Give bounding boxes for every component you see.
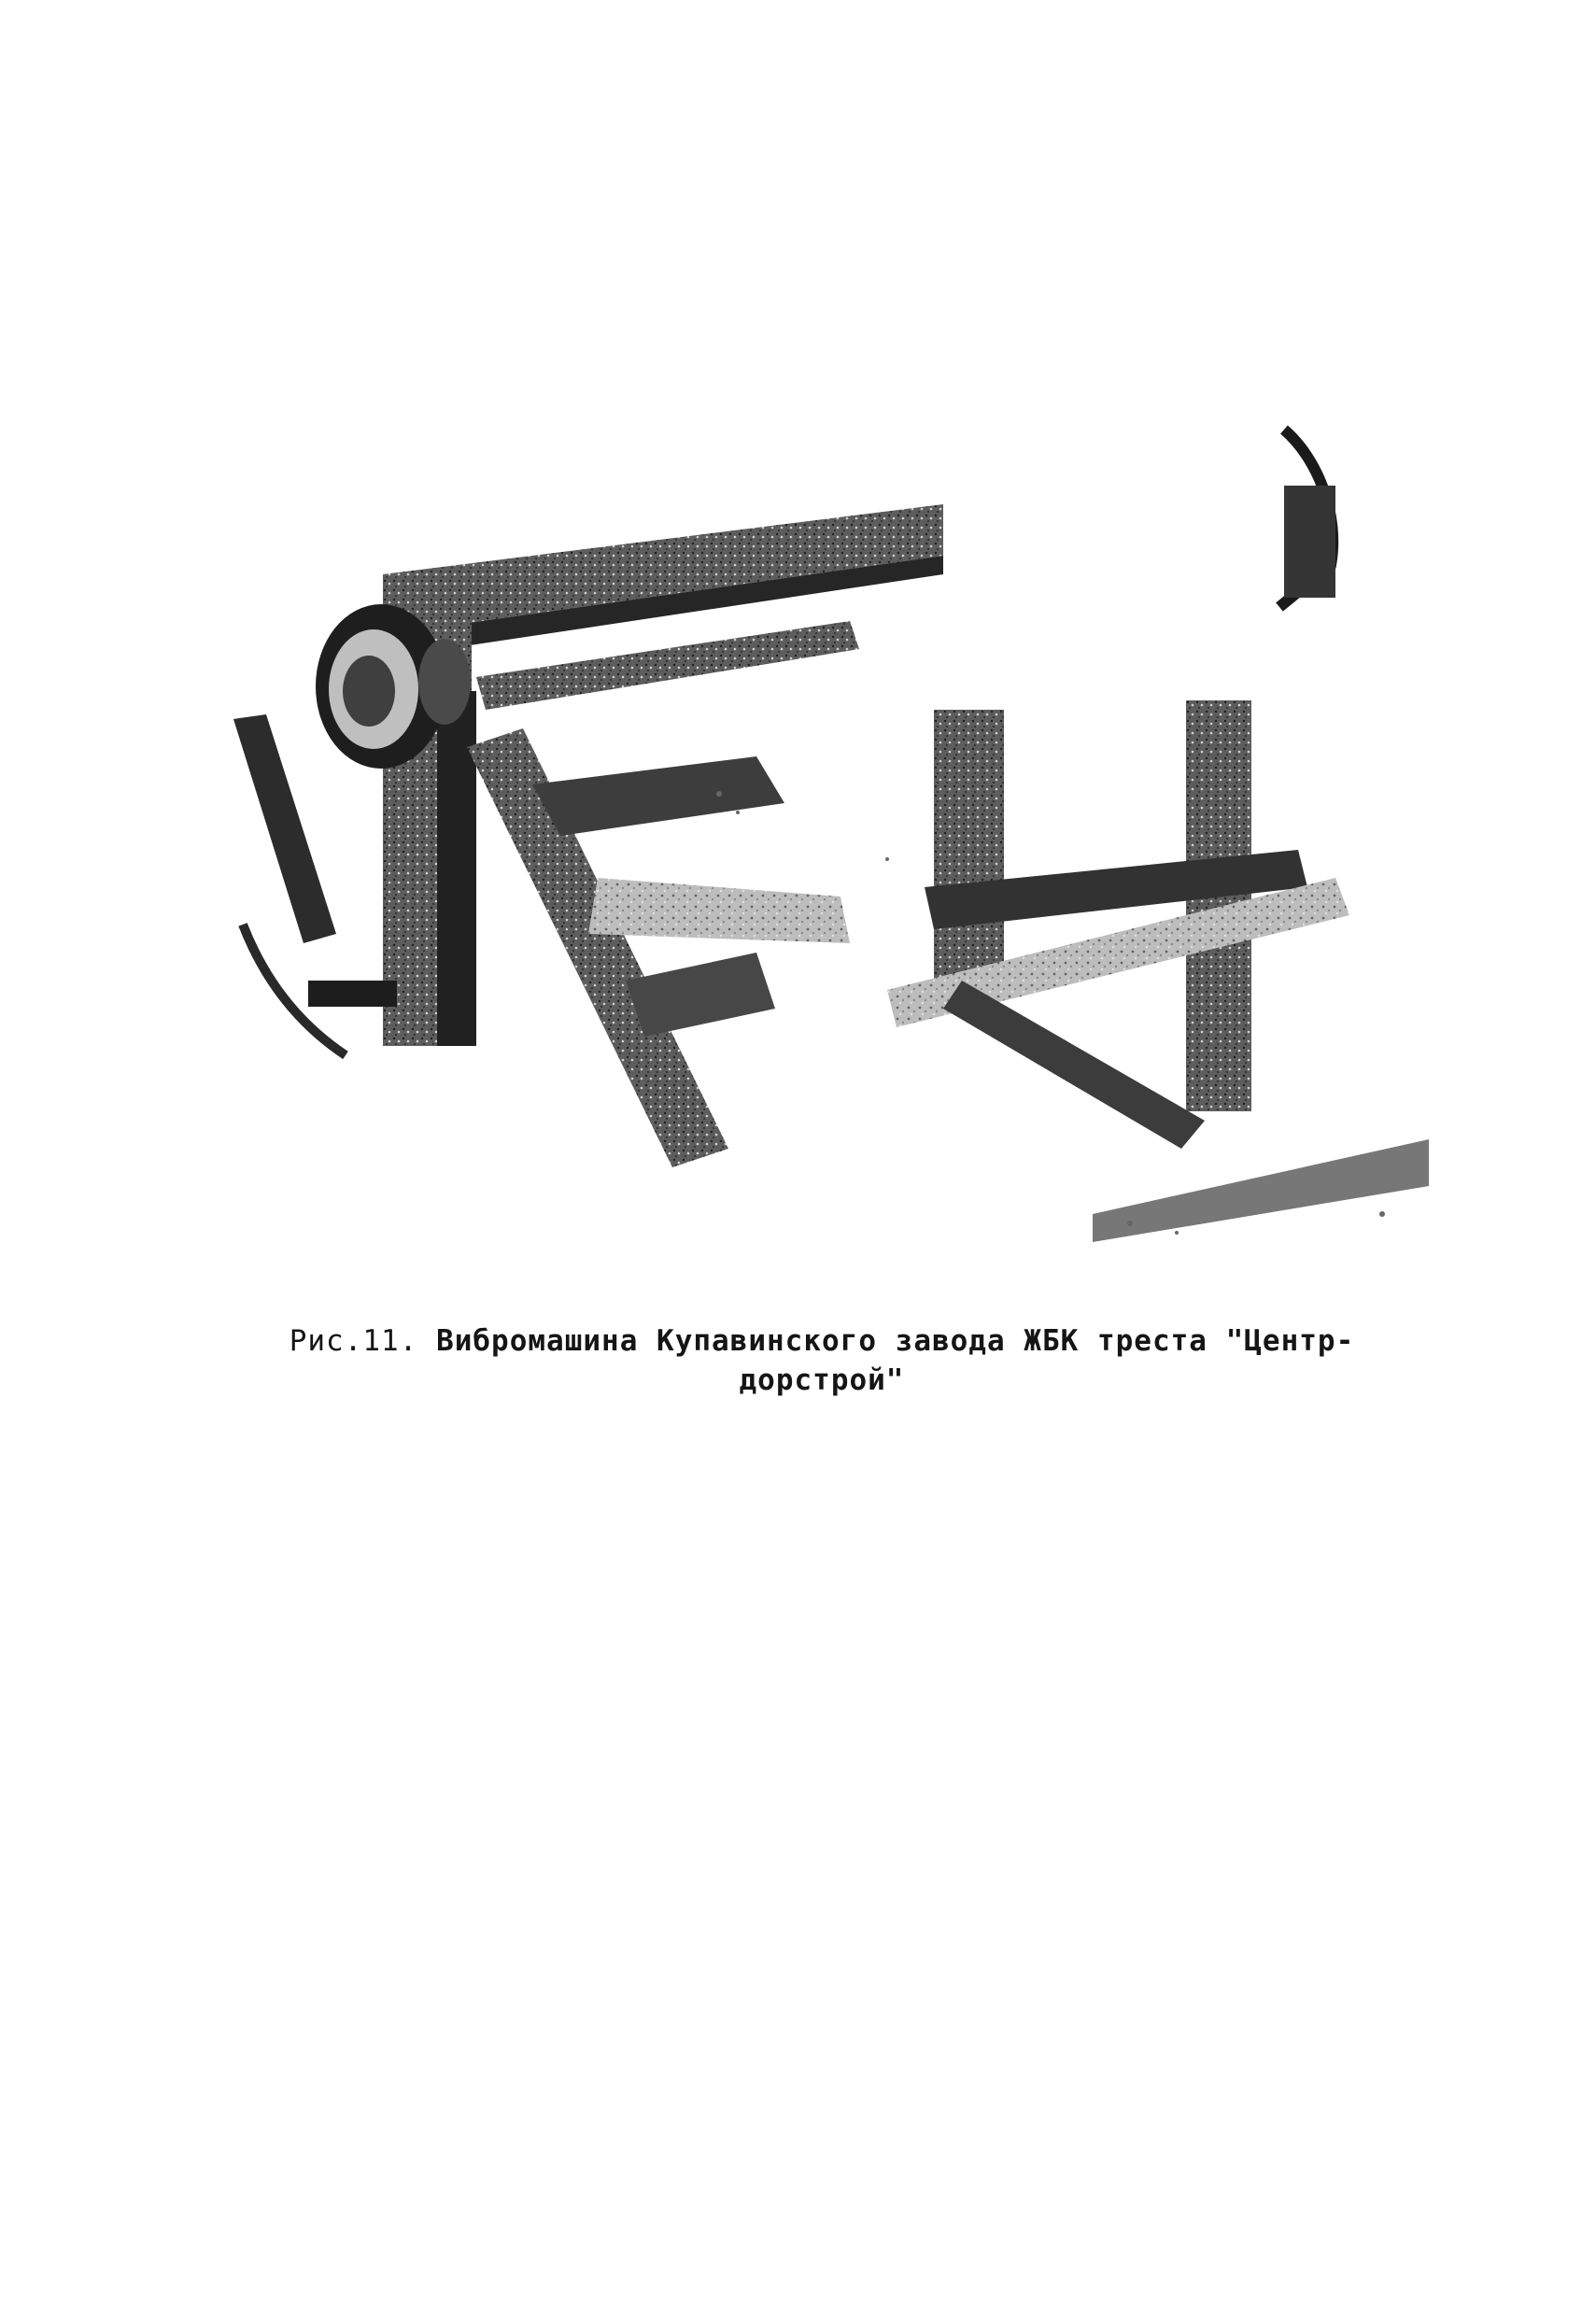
vibromachine-photo <box>233 411 1429 1242</box>
caption-prefix: Рис.11. <box>289 1324 418 1358</box>
caption-main: Вибромашина Купавинского завода ЖБК треста "Центр-дорстрой" <box>436 1324 1355 1397</box>
vibromachine-illustration <box>233 411 1429 1242</box>
figure-caption <box>224 1321 1419 1400</box>
